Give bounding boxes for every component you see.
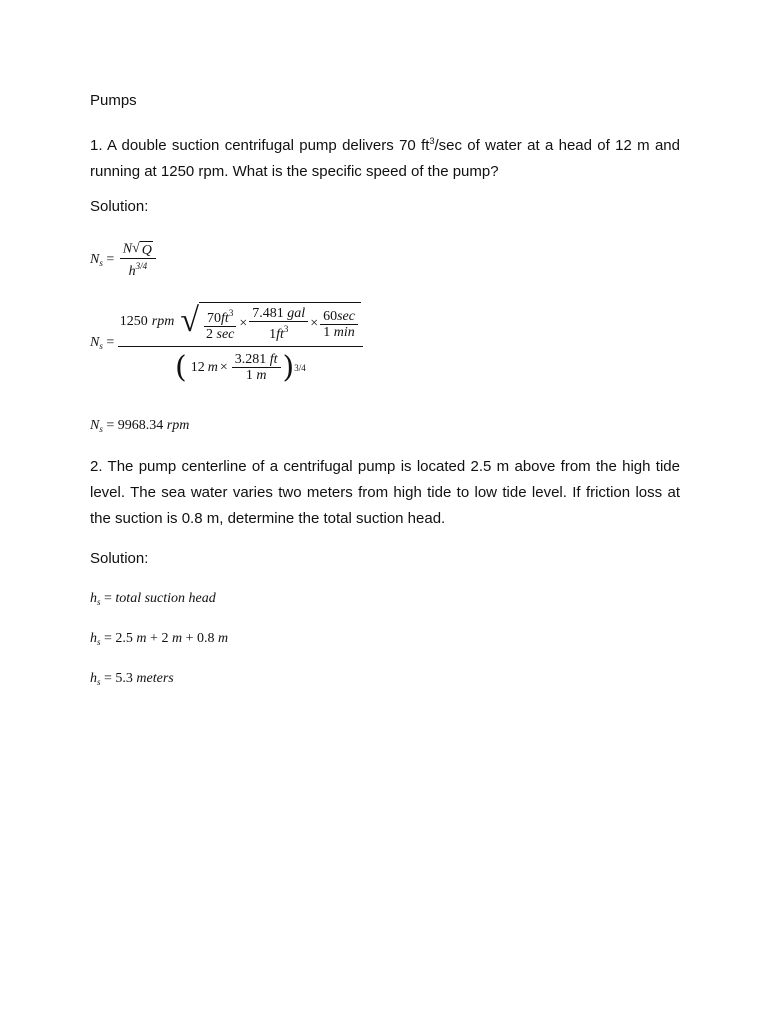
formula-sqrt [132,241,153,258]
line1-lhs: h [90,591,97,606]
plus-icon: + [185,631,194,646]
suction-head-definition [90,591,216,607]
flow-divisor-unit: sec [216,327,235,342]
line1-rhs: total suction head [115,591,216,606]
term-c-value: 0.8 [196,631,215,646]
line3-equals: = [104,671,112,686]
line1-lhs-sub: s [97,597,101,607]
term-b-unit: m [171,631,183,646]
term-a-value: 2.5 [115,631,133,646]
plus-icon: + [150,631,158,646]
subst-sqrt [180,302,361,342]
specific-speed-result [90,418,189,434]
line2-equals: = [104,631,112,646]
minute-value: 1 [323,324,331,340]
specific-speed-substitution [90,302,363,383]
subst-speed-unit: rpm [151,314,175,329]
cubic-foot-unit: ft [276,327,284,342]
result-unit: rpm [166,418,190,433]
head-value: 12 [190,359,205,375]
line3-value: 5.3 [115,671,133,686]
formula-n: N [122,241,133,257]
meter-value: 1 [245,368,253,383]
feet-unit: ft [269,352,278,367]
formula-equals: = [106,252,115,268]
seconds-unit: sec [337,308,355,324]
problem-1-text [90,128,680,185]
times-icon: × [310,316,319,331]
problem-2-text: 2. The pump centerline of a centrifugal pump is located 2.5 m above from the high tide level. The sea water varies two meters from high tide to low tide level. If friction loss at the suction is 0.8 m, determine the total suction head. [90,458,680,527]
section-title: Pumps [90,92,137,109]
result-equals: = [106,418,115,433]
problem-1-solution-label: Solution: [90,198,149,215]
meter-unit: m [256,368,267,383]
right-paren-icon: ) [282,349,295,385]
subst-fraction-flow [203,306,237,342]
sqrt-icon: √ [132,241,140,256]
result-lhs-sub: s [99,424,103,434]
formula-lhs-sub: s [99,258,103,269]
subst-main-fraction [118,302,363,383]
suction-head-sum [90,631,228,647]
formula-q: Q [141,243,152,258]
line3-lhs-sub: s [97,677,101,687]
gallon-unit: gal [287,306,306,321]
subst-speed: 1250 [119,314,148,329]
formula-h: h [128,264,136,279]
line2-lhs-sub: s [97,637,101,647]
head-unit: m [207,359,218,375]
problem-2-solution-label: Solution: [90,550,149,567]
line3-unit: meters [136,671,174,686]
problem-1-superscript: 3 [429,136,435,146]
subst-lhs-sub: s [99,340,103,351]
formula-h-exp: 3/4 [135,261,148,271]
minute-unit: min [333,324,355,340]
line2-lhs: h [90,631,97,646]
result-lhs: N [90,418,100,433]
result-value: 9968.34 [117,418,164,433]
line3-lhs: h [90,671,97,686]
subst-lhs: N [90,334,100,350]
left-paren-icon: ( [174,349,187,385]
line1-equals: = [104,591,112,606]
cubic-foot-exp: 3 [283,324,289,334]
term-b-value: 2 [161,631,169,646]
problem-1-text-part1: 1. A double suction centrifugal pump delivers 70 ft [90,137,430,154]
formula-lhs: N [90,252,100,268]
seconds-value: 60 [323,308,338,324]
subst-numerator [118,302,363,347]
formula-fraction [120,241,156,279]
term-a-unit: m [136,631,147,646]
subst-equals: = [106,334,115,350]
sqrt-icon: √ [180,302,199,339]
subst-fraction-gallons [249,306,308,342]
suction-head-result [90,671,174,687]
head-exponent: 3/4 [294,362,306,373]
times-icon: × [219,359,228,375]
flow-unit-exp: 3 [228,308,234,318]
gallon-factor: 7.481 [252,306,284,321]
flow-unit: ft [221,311,229,326]
subst-fraction-time [320,309,358,340]
problem-1-text-part2: /sec of water at a head of 12 m and running at 1250 rpm. What is the specific speed of the pump? [90,137,680,180]
flow-divisor: 2 [206,327,213,342]
term-c-unit: m [217,631,229,646]
specific-speed-formula [90,241,158,279]
feet-factor: 3.281 [234,352,267,367]
cubic-foot-value: 1 [269,327,277,342]
subst-fraction-length [232,352,281,383]
times-icon: × [239,316,248,331]
subst-denominator [175,347,306,383]
flow-value: 70 [207,311,222,326]
